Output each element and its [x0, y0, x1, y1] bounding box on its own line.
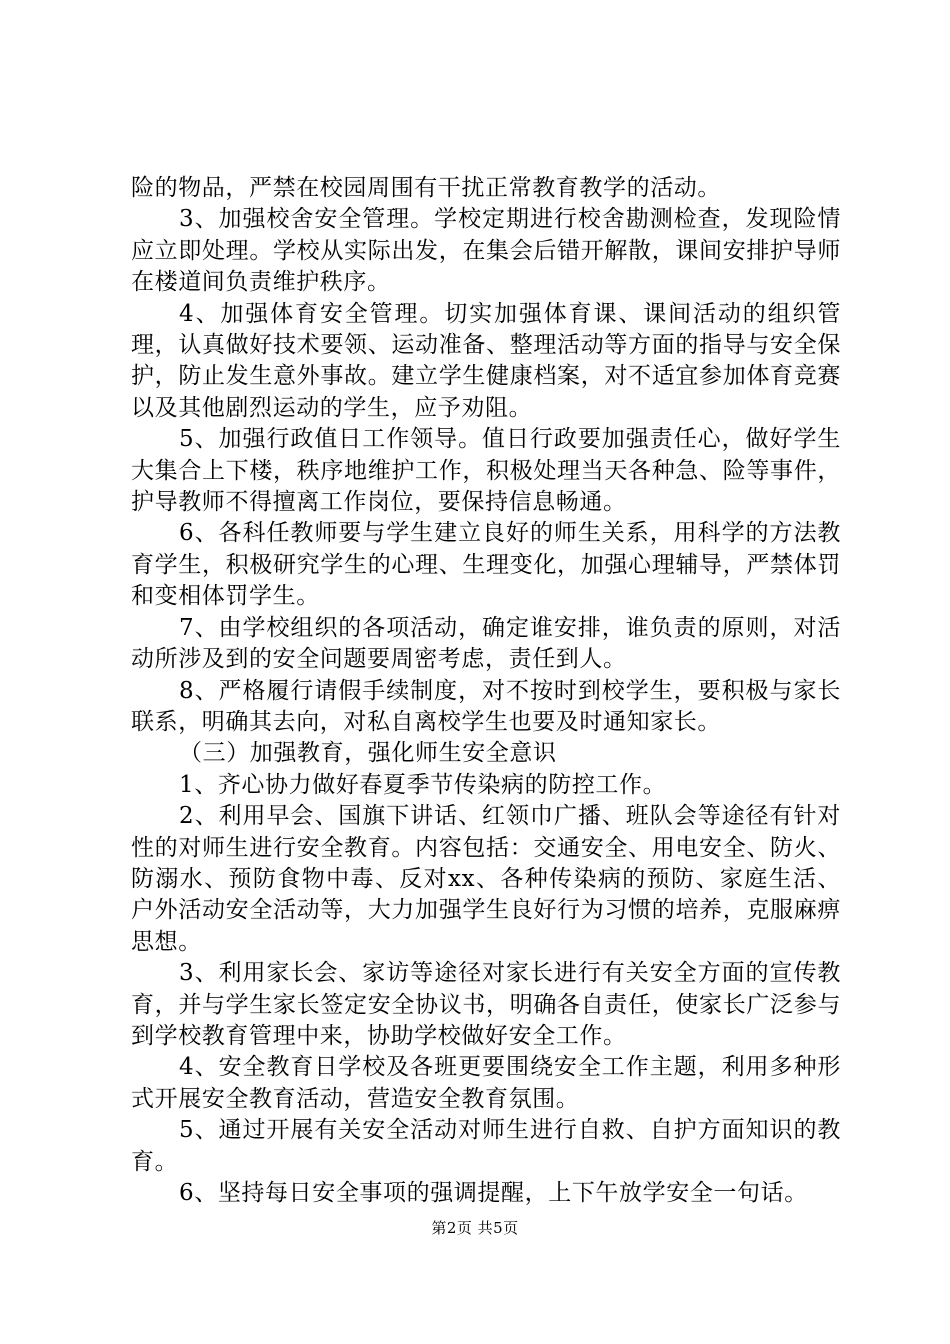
- paragraph-edu-5: 5、通过开展有关安全活动对师生进行自救、自护方面知识的教育。: [131, 1117, 841, 1175]
- paragraph-edu-2: 2、利用早会、国旗下讲话、红领巾广播、班队会等途径有针对性的对师生进行安全教育。内容包括：交通安全、用电安全、防火、防溺水、预防食物中毒、反对xx、各种传染病的预防、家庭生活、户外活动安全活动等，大力加强学生良好行为习惯的培养，克服麻痹思想。: [131, 803, 841, 955]
- paragraph-item-8: 8、严格履行请假手续制度，对不按时到校学生，要积极与家长联系，明确其去向，对私自离校学生也要及时通知家长。: [131, 677, 841, 735]
- paragraph-item-4: 4、加强体育安全管理。切实加强体育课、课间活动的组织管理，认真做好技术要领、运动准备、整理活动等方面的指导与安全保护，防止发生意外事故。建立学生健康档案，对不适宜参加体育竞赛以及其他剧烈运动的学生，应予劝阻。: [131, 300, 841, 421]
- paragraph-item-5: 5、加强行政值日工作领导。值日行政要加强责任心，做好学生大集合上下楼，秩序地维护工作，积极处理当天各种急、险等事件，护导教师不得擅离工作岗位，要保持信息畅通。: [131, 426, 841, 516]
- paragraph-edu-4: 4、安全教育日学校及各班更要围绕安全工作主题，利用多种形式开展安全教育活动，营造安全教育氛围。: [131, 1054, 841, 1112]
- paragraph-item-6: 6、各科任教师要与学生建立良好的师生关系，用科学的方法教育学生，积极研究学生的心理、生理变化，加强心理辅导，严禁体罚和变相体罚学生。: [131, 520, 841, 610]
- document-body: [131, 173, 841, 1209]
- page-footer: [0, 1218, 950, 1238]
- paragraph-edu-1: 1、齐心协力做好春夏季节传染病的防控工作。: [179, 771, 667, 798]
- paragraph-edu-3: 3、利用家长会、家访等途径对家长进行有关安全方面的宣传教育，并与学生家长签定安全协议书，明确各自责任，使家长广泛参与到学校教育管理中来，协助学校做好安全工作。: [131, 960, 841, 1049]
- paragraph-edu-6: 6、坚持每日安全事项的强调提醒，上下午放学安全一句话。: [179, 1180, 808, 1206]
- paragraph-item-7: 7、由学校组织的各项活动，确定谁安排，谁负责的原则，对活动所涉及到的安全问题要周密考虑，责任到人。: [131, 614, 841, 673]
- page-number: 第2页 共5页: [431, 1219, 519, 1237]
- paragraph-item-3: 3、加强校舍安全管理。学校定期进行校舍勘测检查，发现险情应立即处理。学校从实际出发，在集会后错开解散，课间安排护导师在楼道间负责维护秩序。: [131, 206, 841, 296]
- paragraph-continuation: 险的物品，严禁在校园周围有干扰正常教育教学的活动。: [131, 175, 721, 201]
- section-heading: （三）加强教育，强化师生安全意识: [179, 740, 557, 767]
